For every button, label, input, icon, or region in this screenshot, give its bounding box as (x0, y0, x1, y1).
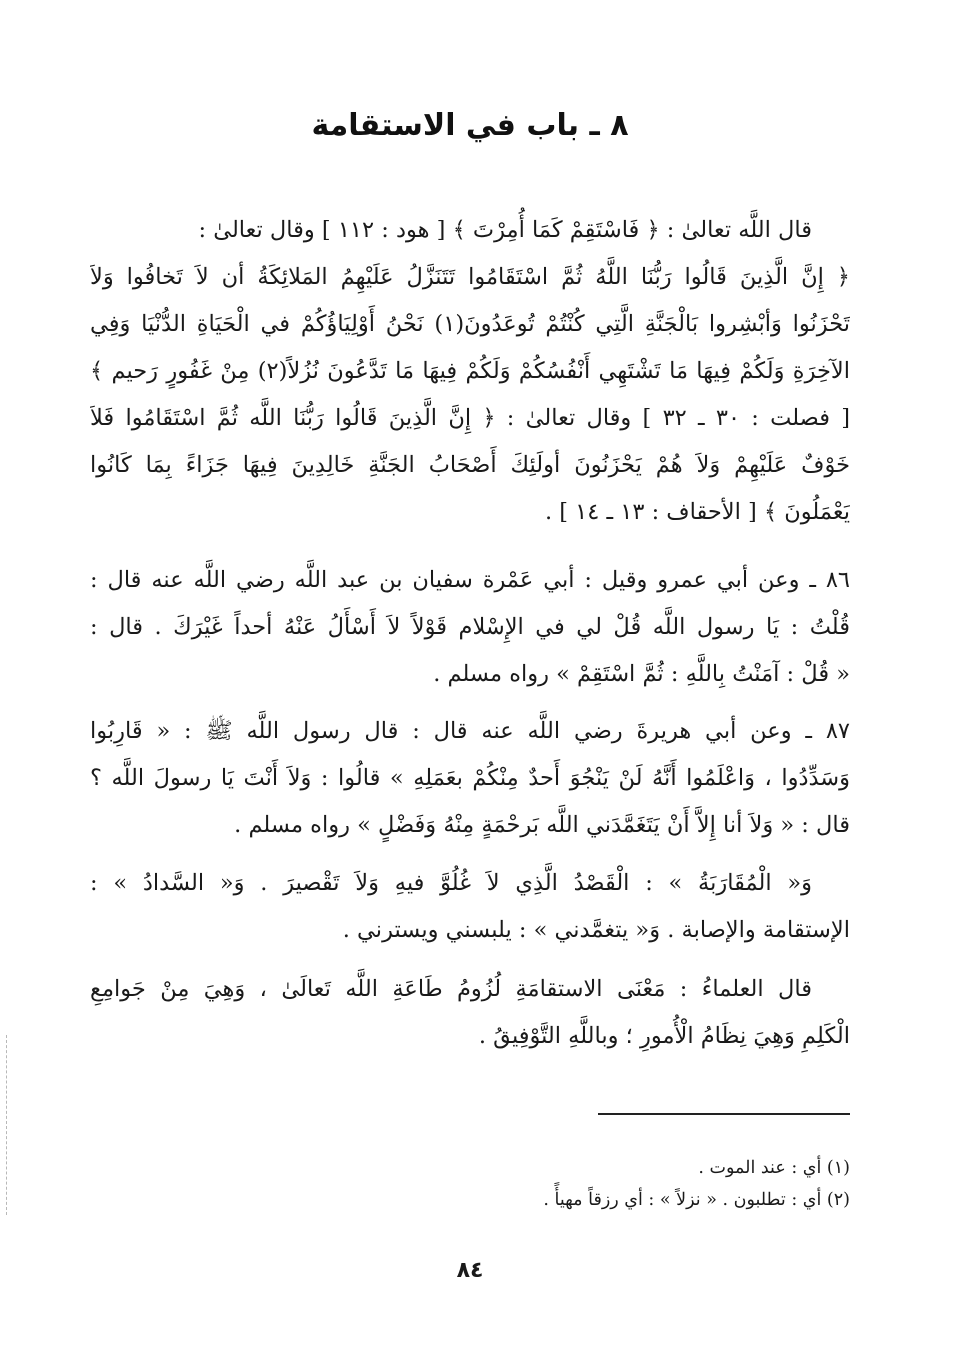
text-line: « قُلْ : آمَنْتُ بِاللَّهِ : ثُمَّ اسْتَقِمْ » رواه مسلم . (433, 661, 850, 687)
text-line: وَ« الْمُقَارَبَةُ » : الْقَصْدُ الَّذِي لاَ غُلُوَّ فيهِ وَلاَ تَقْصيرَ . وَ« السَّدادُ » : (90, 870, 812, 896)
text-line: قال : « وَلاَ أنا إِلاَّ أَنْ يَتَغَمَّدَني اللَّه بَرحْمَةٍ مِنْهُ وَفَضْلٍ » رواه مسلم . (234, 812, 850, 838)
hadith-87-paragraph (90, 708, 850, 849)
text-line: خَوْفٌ عَلَيْهِمْ وَلاَ هُمْ يَحْزَنُونَ أولَئِكَ أَصْحَابُ الجَنَّةِ خَالِدِينَ فِيهَا جَزَاءً بِمَا كَانُوا (90, 452, 850, 478)
text-line: ٨٧ ـ وعن أبي هريرةَ رضي اللَّه عنه قال : قال رسول اللَّه ﷺ : « قَارِبُوا (90, 718, 850, 744)
footnote: (١) أي : عند الموت . (698, 1158, 850, 1178)
text-line: الْكَلِمِ وَهِيَ نِظَامُ الْأُمورِ ؛ وباللَّهِ التَّوْفِيقُ . (478, 1023, 850, 1049)
text-line: ﴿ إِنَّ الَّذِينَ قَالُوا رَبُّنَا اللَّهُ ثُمَّ اسْتَقَامُوا تَتَنَزَّلُ عَلَيْهِمُ المَلائِكَةُ أن لاَ تَخافُوا وَلاَ (90, 264, 850, 290)
margin-scan-line (6, 1035, 8, 1215)
text-line: قال اللَّه تعالىٰ : ﴿ فَاسْتَقِمْ كَمَا أُمِرْتَ ﴾ [ هود : ١١٢ ] وقال تعالىٰ : (198, 217, 812, 243)
hadith-86-paragraph (90, 557, 850, 698)
text-line: [ فصلت : ٣٠ ـ ٣٢ ] وقال تعالىٰ : ﴿ إِنَّ الَّذِينَ قَالُوا رَبُّنَا اللَّه ثُمَّ اسْتَقَامُوا فَلاَ (90, 405, 850, 431)
footnote: (٢) أي : تطلبون . « نزلاً » : أي رزقاً مهيأً . (543, 1190, 850, 1210)
page-number: ٨٤ (456, 1258, 484, 1283)
text-line: تَحْزَنُوا وَأبْشِروا بَالْجَنَّةِ الَّتِي كُنْتُمْ تُوعَدُونَ(١) نَحْنُ أَوْلِيَاؤُكُمْ في الْحَيَاةِ الدُّنْيَا وَفِي (90, 311, 850, 337)
intro-paragraph (90, 207, 850, 536)
footnote-divider (598, 1113, 850, 1115)
text-line: ٨٦ ـ وعن أبي عمرو وقيل : أبي عَمْرة سفيان بن عبد اللَّه رضي اللَّه عنه قال : (90, 567, 850, 593)
chapter-title: ٨ ـ باب في الاستقامة (311, 108, 629, 143)
glossary-paragraph (90, 860, 850, 954)
book-page (90, 0, 850, 1369)
text-line: الآخِرَةِ وَلَكُمْ فِيهَا مَا تَشْتَهِي أَنْفُسُكُمْ وَلَكُمْ فِيهَا مَا تَدَّعُونَ نُزُلاً(٢) مِنْ غَفُورٍ رَحيم ﴾ (90, 358, 850, 384)
text-line: يَعْمَلُونَ ﴾ [ الأحقاف : ١٣ ـ ١٤ ] . (544, 499, 850, 525)
text-line: الإستقامة والإصابة . وَ« يتغمَّدني » : يلبسني ويسترني . (342, 917, 850, 943)
footnotes (90, 1152, 850, 1216)
text-line: وَسَدِّدُوا ، وَاعْلَمُوا أَنَّهُ لَنْ يَنْجُوَ أَحدٌ مِنْكُمْ بعَمَلِهِ » قالُوا : وَلاَ أَنْتَ يَا رسولَ اللَّه ؟ (90, 765, 850, 791)
text-line: قُلْتُ : يَا رسول اللَّه قُلْ لي في الإِسْلام قَوْلاً لاَ أَسْأَلُ عَنْهُ أحداً غَيْرَكَ . قال : (90, 614, 850, 640)
text-line: قال العلماءُ : مَعْنَى الاستقامَةِ لُزُومُ طَاعَةِ اللَّه تَعالَىٰ ، وَهِيَ مِنْ جَوامِعِ (90, 976, 812, 1002)
scholars-paragraph (90, 966, 850, 1060)
